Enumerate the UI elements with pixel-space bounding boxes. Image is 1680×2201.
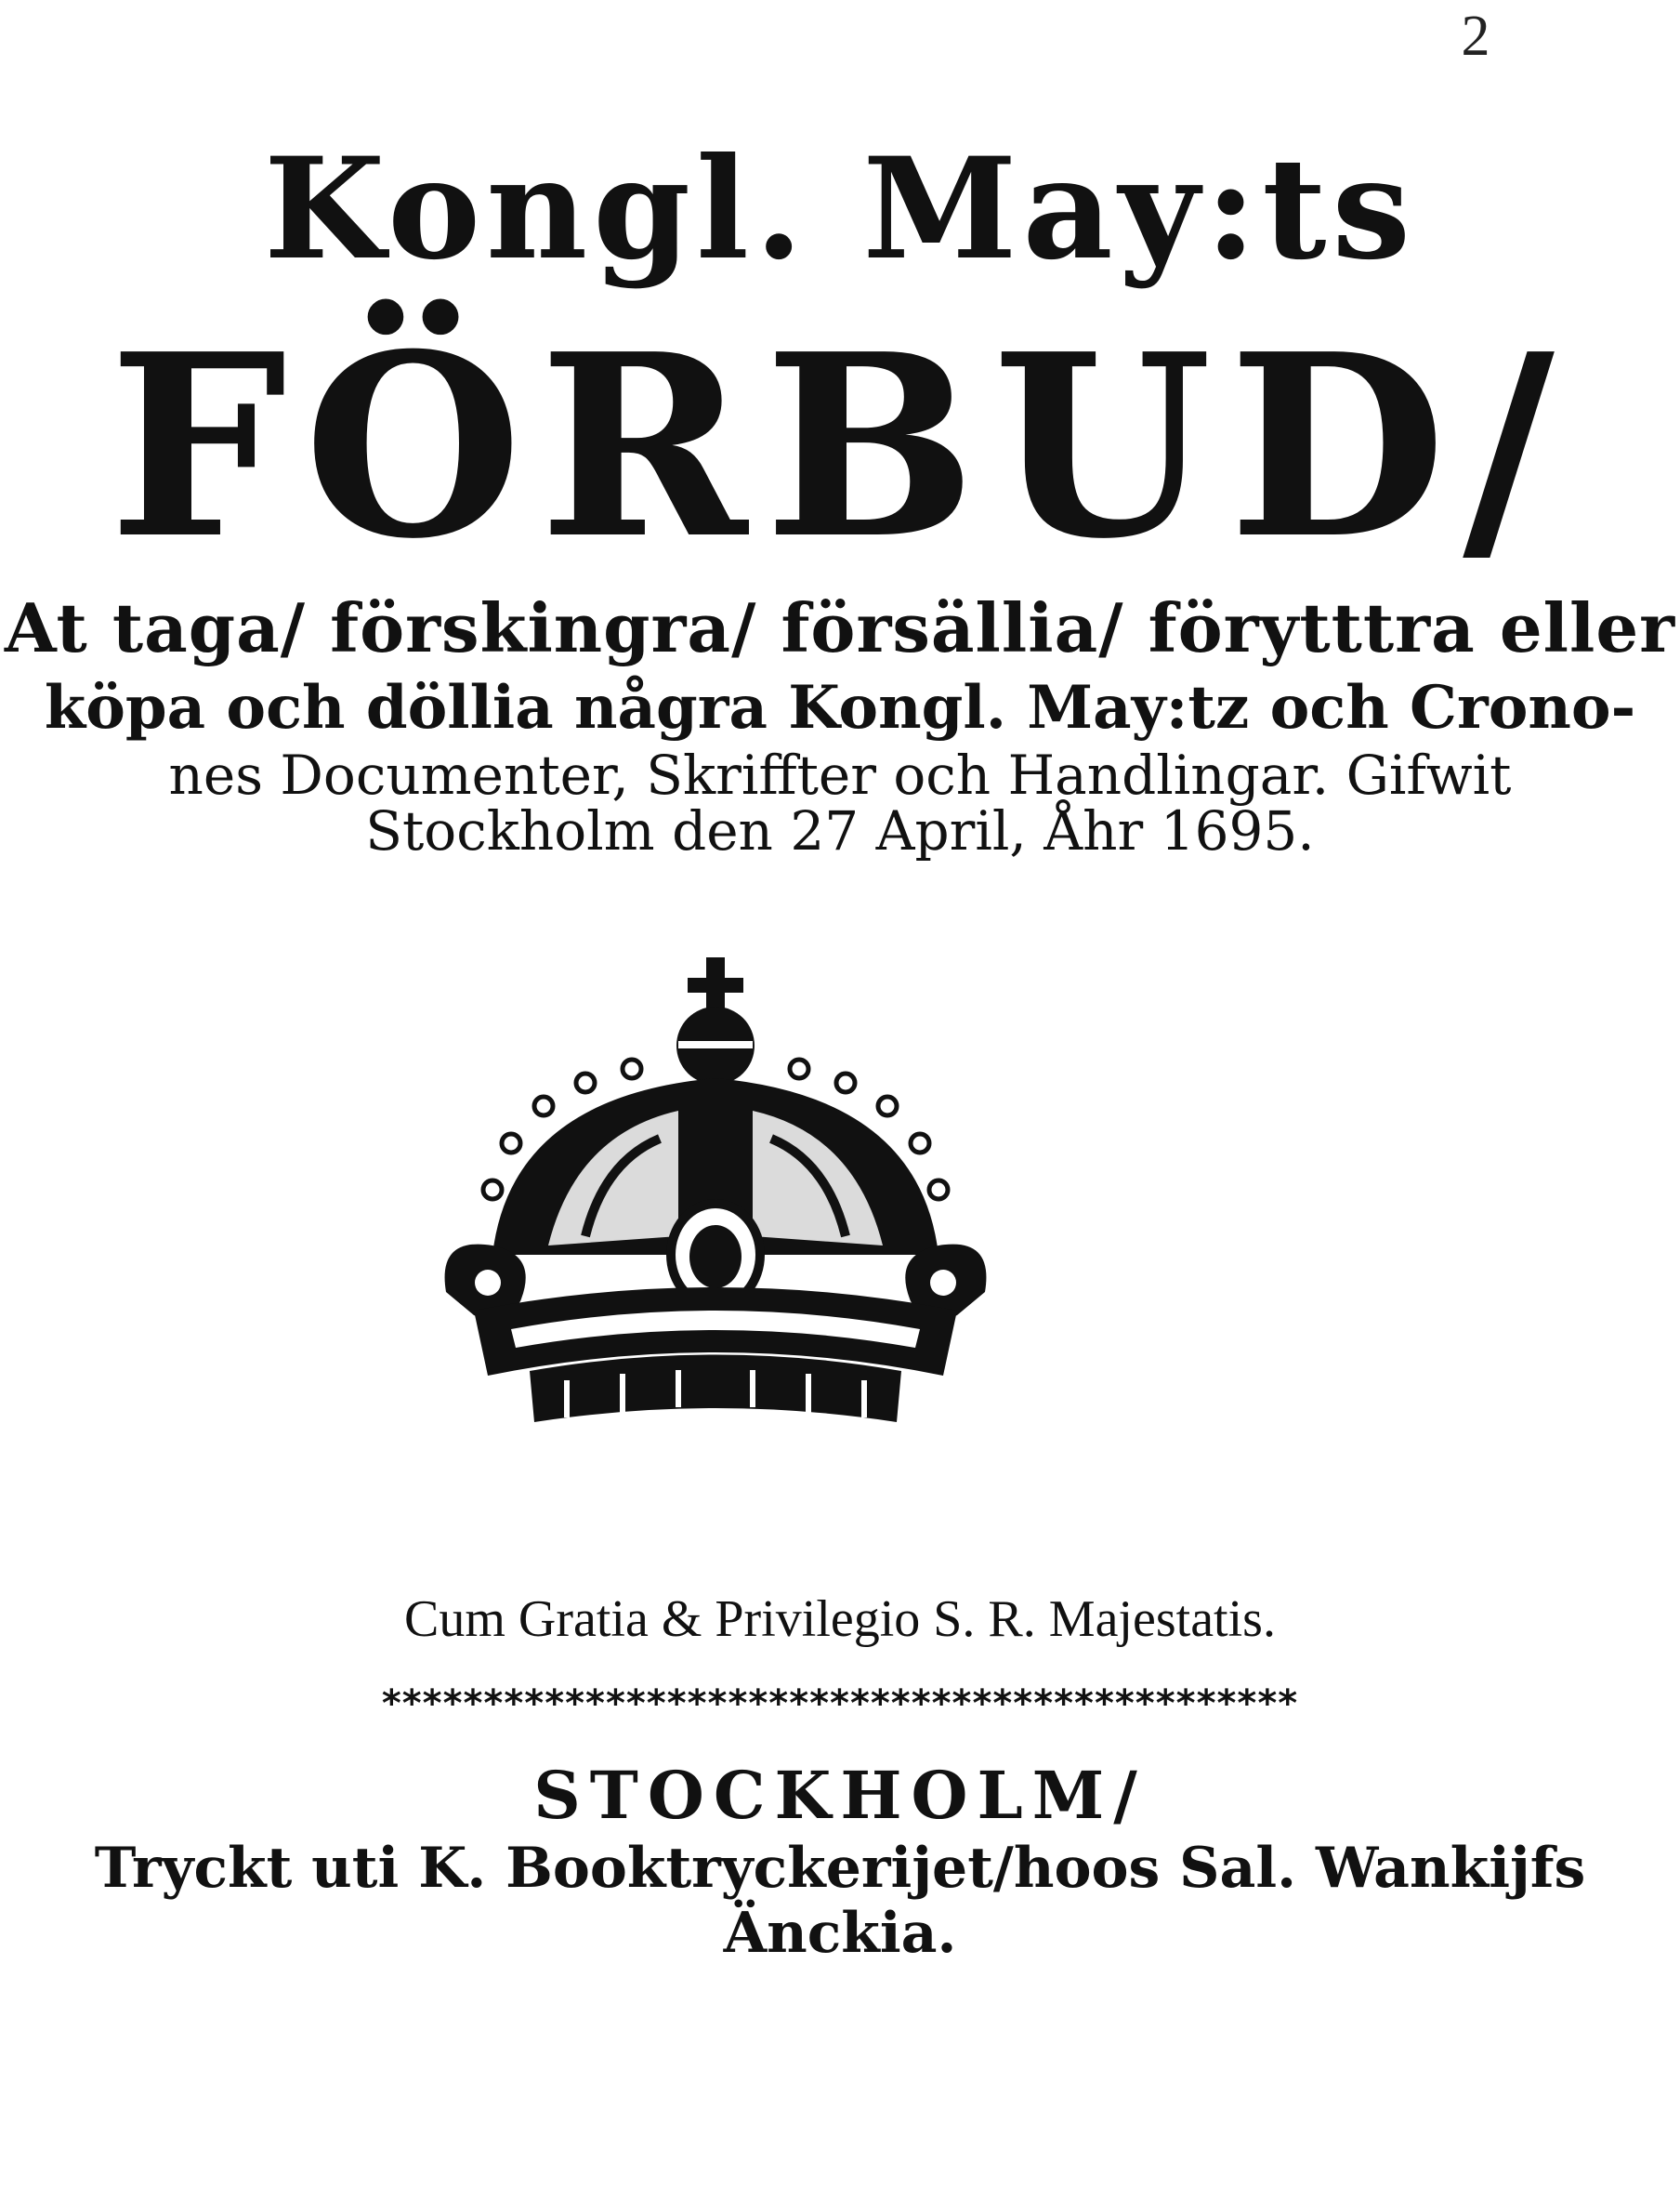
subtitle-line-3: nes Documenter, Skriffter och Handlingar. Gifwit [168,744,1512,807]
imprint-printer: Tryckt uti K. Booktryckerijet/hoos Sal. Wankijfs Änckia. [94,1836,1586,1966]
subtitle-line-1: At taga/ förskingra/ försällia/ förytttra eller [4,588,1676,667]
subtitle-line-4: Stockholm den 27 April, Åhr 1695. [365,799,1315,863]
title-line-2: FÖRBUD/ [109,298,1571,594]
ornament-row: ********************************************* [381,1682,1299,1725]
imprint-city: STOCKHOLM/ [533,1757,1147,1834]
title-line-1: Kongl. May:ts [264,127,1416,291]
privilege-line: Cum Gratia & Privilegio S. R. Majestatis. [404,1590,1276,1648]
crown-icon [437,957,994,1441]
page-number: 2 [1461,5,1494,68]
subtitle-line-2: köpa och döllia några Kongl. May:tz och Crono- [44,673,1636,743]
